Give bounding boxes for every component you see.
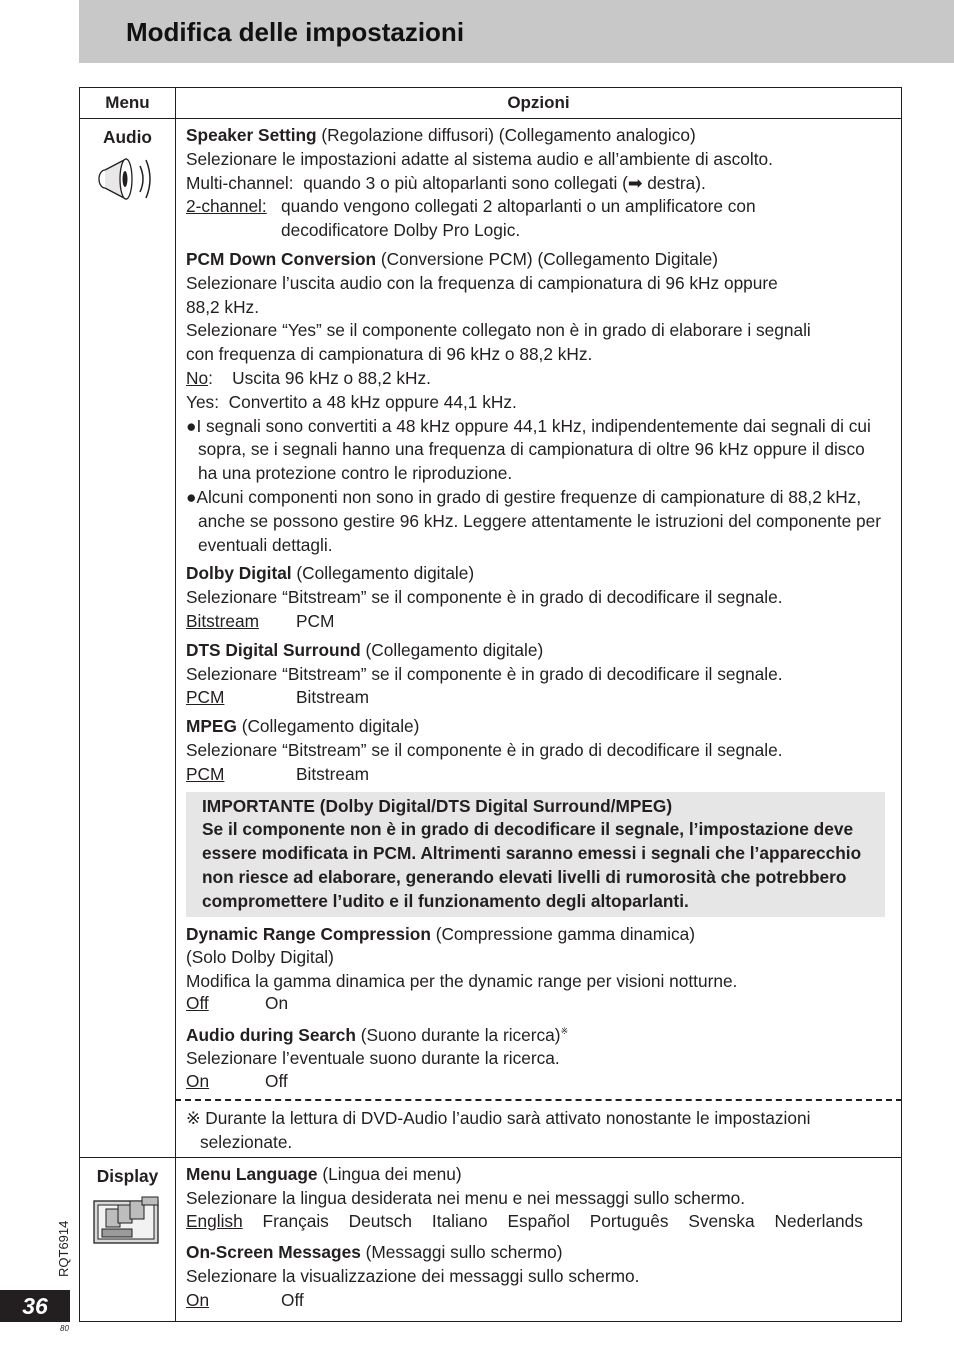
display-row [80, 1157, 902, 1321]
col-menu-header: Menu [80, 88, 176, 119]
search-audio-section [186, 1020, 885, 1091]
search-audio-opt-default: On [186, 1071, 210, 1092]
menu-language-section [186, 1163, 885, 1234]
document-code-text: RQT6914 [56, 1220, 71, 1277]
pcm-down-line1: Selezionare l’uscita audio con la frequenza di campionatura di 96 kHz oppure [186, 272, 778, 293]
settings-table [79, 87, 902, 1322]
osm-title: On-Screen Messages [186, 1242, 361, 1263]
dts-desc: Selezionare “Bitstream” se il componente è in grado di decodificare il segnale. [186, 663, 783, 684]
language-option: Português [589, 1211, 669, 1232]
header-bar [79, 0, 954, 63]
dts-opt-alt: Bitstream [296, 687, 369, 708]
menu-language-title: Menu Language [186, 1163, 318, 1184]
pcm-yes-label: Yes: [186, 391, 219, 412]
footnote-text: ※ Durante la lettura di DVD-Audio l’audio sarà attivato nonostante le impostazioni selezionate. [186, 1108, 811, 1153]
two-channel-text1: quando vengono collegati 2 altoparlanti o un amplificatore con [281, 196, 756, 217]
search-audio-title: Audio during Search [186, 1024, 356, 1045]
important-box [186, 792, 885, 917]
language-options [186, 1210, 885, 1234]
dolby-digital-desc: Selezionare “Bitstream” se il componente è in grado di decodificare il segnale. [186, 587, 783, 608]
audio-row [80, 119, 902, 1101]
mpeg-opt-alt: Bitstream [296, 763, 369, 784]
speaker-setting-subtitle: (Regolazione diffusori) (Collegamento analogico) [316, 125, 696, 145]
language-option: Svenska [688, 1211, 755, 1232]
pcm-down-subtitle: (Conversione PCM) (Collegamento Digitale) [376, 248, 719, 269]
dts-section [186, 639, 885, 710]
drc-opt-alt: On [265, 992, 289, 1013]
footnote-row [80, 1100, 902, 1157]
speaker-setting-desc: Selezionare le impostazioni adatte al sistema audio e all’ambiente di ascolto. [186, 148, 773, 169]
osm-section [186, 1241, 885, 1312]
dts-opt-default: PCM [186, 687, 225, 708]
display-options-cell [176, 1157, 902, 1321]
important-text: Se il componente non è in grado di decodificare il segnale, l’impostazione deve essere modificata in PCM. Altrimenti saranno emessi i segnali che l’apparecchio non riesce ad elaborare, generando elevati livelli di rumorosità che potrebbero compromettere l’udito e il funzionamento degli altoparlanti. [202, 819, 862, 911]
search-audio-opt-alt: Off [265, 1071, 288, 1092]
search-audio-subtitle: (Suono durante la ricerca) [355, 1024, 561, 1045]
dts-title: DTS Digital Surround [186, 639, 361, 660]
col-options-header: Opzioni [176, 88, 902, 119]
dolby-opt-alt: PCM [296, 610, 335, 631]
speaker-icon [92, 154, 164, 204]
language-option: Français [262, 1211, 329, 1232]
pcm-no-label: No [186, 367, 209, 388]
pcm-down-line2: 88,2 kHz. [186, 296, 259, 317]
language-option: Deutsch [348, 1211, 413, 1232]
page-number: 36 [0, 1290, 70, 1322]
osm-desc: Selezionare la visualizzazione dei messaggi sullo schermo. [186, 1266, 640, 1287]
drc-section [186, 923, 885, 1012]
speaker-setting-title: Speaker Setting [186, 125, 317, 145]
multi-channel-text: quando 3 o più altoparlanti sono collegati (➡ destra). [303, 172, 706, 193]
pcm-bullet-2: ●Alcuni componenti non sono in grado di gestire frequenze di campionature di 88,2 kHz, anche se possono gestire 96 kHz. Leggere attentamente le istruzioni del componente per eventuali dettagli. [186, 486, 882, 555]
dolby-digital-title: Dolby Digital [186, 563, 292, 584]
mpeg-opt-default: PCM [186, 763, 225, 784]
two-channel-label: 2-channel: [186, 196, 267, 217]
mpeg-subtitle: (Collegamento digitale) [236, 716, 420, 737]
drc-subtitle: (Compressione gamma dinamica) [430, 923, 696, 944]
mpeg-desc: Selezionare “Bitstream” se il componente è in grado di decodificare il segnale. [186, 739, 783, 760]
pcm-down-title: PCM Down Conversion [186, 248, 377, 269]
pcm-down-line3: Selezionare “Yes” se il componente collegato non è in grado di elaborare i segnali [186, 320, 811, 341]
dolby-digital-section [186, 562, 885, 633]
audio-menu-label: Audio [103, 127, 152, 147]
drc-opt-default: Off [186, 992, 209, 1013]
document-code [56, 1207, 76, 1277]
speaker-setting-section [186, 124, 885, 243]
dts-subtitle: (Collegamento digitale) [360, 639, 544, 660]
osm-opt-default: On [186, 1289, 210, 1310]
two-channel-text2: decodificatore Dolby Pro Logic. [281, 220, 521, 241]
osm-opt-alt: Off [281, 1289, 304, 1310]
display-menu-cell [80, 1157, 176, 1321]
small-page-ref: 80 [60, 1324, 69, 1333]
language-option: Italiano [431, 1211, 488, 1232]
pcm-no-text: Uscita 96 kHz o 88,2 kHz. [232, 367, 431, 388]
language-option: Nederlands [774, 1211, 863, 1232]
drc-line1: (Solo Dolby Digital) [186, 947, 334, 968]
language-option: Español [507, 1211, 570, 1232]
pcm-down-section: PCM Down Conversion (Conversione PCM) (Collegamento Digitale) Selezionare l’uscita audio con la frequenza di campionatura di 96 kHz oppure 88,2 kHz. Selezionare “Yes” se il componente collegato non è in grado di elaborare i segnali con frequenza di campionatura di 96 kHz o 88,2 kHz. No: Uscita 96 kHz o 88,2 kHz. Yes: Convertito a 48 kHz oppure 44,1 kHz. ●I segnali sono convertiti a 48 kHz oppure 44,1 kHz, indipendentemente dai segnali di cui sopra, se i segnali hanno una frequenza di campionatura di oltre 96 kHz oppure il disco ha una protezione contro le riproduzione. ●Alcuni componenti non sono in grado di gestire frequenze di campionature di 88,2 kHz, anche se possono gestire 96 kHz. Leggere attentamente le istruzioni del componente per eventuali dettagli. [186, 248, 885, 557]
audio-options-cell [176, 119, 902, 1101]
multi-channel-label: Multi-channel: [186, 172, 294, 193]
menu-language-desc: Selezionare la lingua desiderata nei menu e nei messaggi sullo schermo. [186, 1187, 746, 1208]
audio-menu-cell [80, 119, 176, 1158]
drc-title: Dynamic Range Compression [186, 923, 431, 944]
dolby-opt-default: Bitstream [186, 610, 259, 631]
pcm-bullet-1: ●I segnali sono convertiti a 48 kHz oppure 44,1 kHz, indipendentemente dai segnali di cui sopra, se i segnali hanno una frequenza di campionatura di oltre 96 kHz oppure il disco ha una protezione contro le riproduzione. [186, 415, 871, 484]
search-audio-mark: ※ [560, 1025, 569, 1036]
page-title: Modifica delle impostazioni [126, 17, 465, 47]
important-heading: IMPORTANTE (Dolby Digital/DTS Digital Surround/MPEG) [202, 795, 673, 816]
display-icon [92, 1195, 164, 1247]
menu-language-subtitle: (Lingua dei menu) [317, 1163, 462, 1184]
osm-subtitle: (Messaggi sullo schermo) [360, 1242, 563, 1263]
drc-line2: Modifica la gamma dinamica per the dynamic range per visioni notturne. [186, 971, 738, 992]
mpeg-section [186, 715, 885, 786]
dolby-digital-subtitle: (Collegamento digitale) [291, 563, 475, 584]
pcm-down-line4: con frequenza di campionatura di 96 kHz o 88,2 kHz. [186, 344, 593, 365]
pcm-yes-text: Convertito a 48 kHz oppure 44,1 kHz. [228, 391, 517, 412]
mpeg-title: MPEG [186, 716, 237, 737]
table-header-row [80, 88, 902, 119]
footnote-cell [176, 1100, 902, 1157]
display-menu-label: Display [96, 1165, 159, 1186]
search-audio-desc: Selezionare l’eventuale suono durante la ricerca. [186, 1048, 560, 1069]
language-option: English [186, 1211, 243, 1232]
